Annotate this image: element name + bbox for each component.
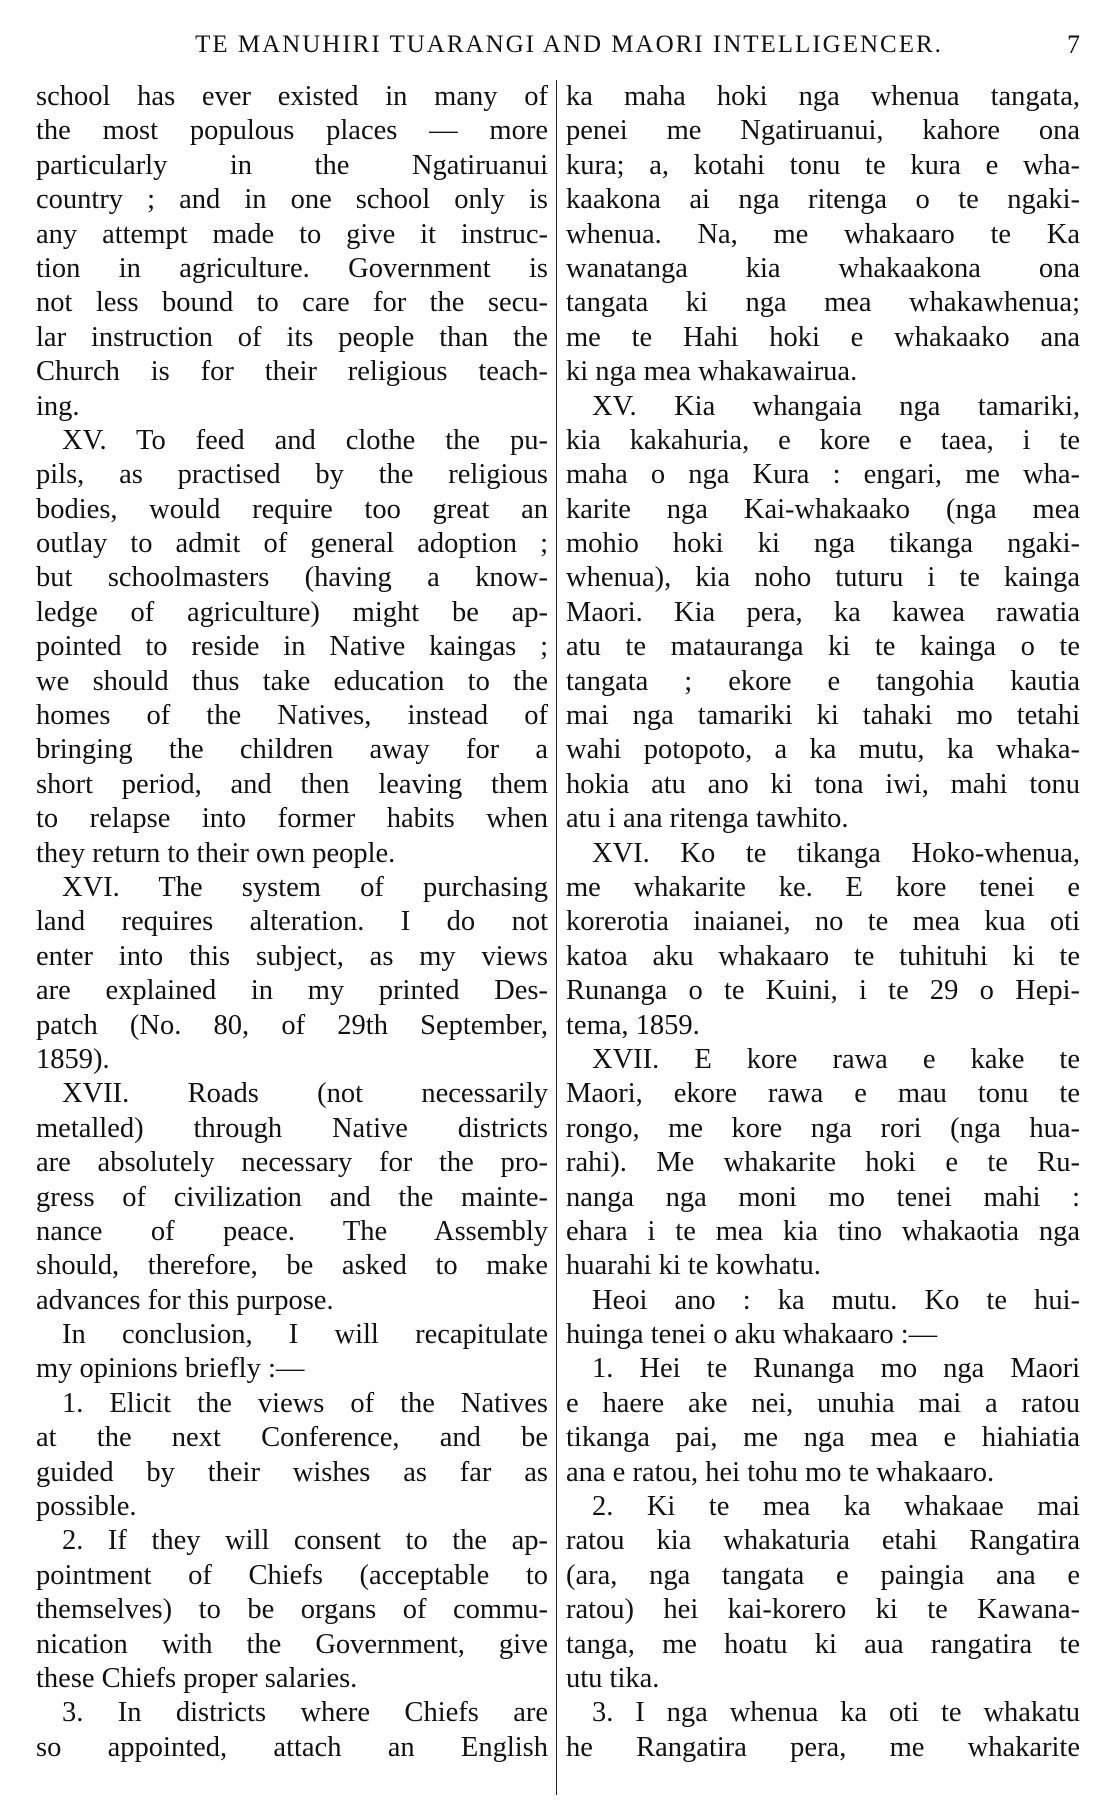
text-line: bodies, would require too great an [36, 493, 548, 525]
text-line: pils, as practised by the religious [36, 459, 548, 491]
text-line: 3. I nga whenua ka oti te whakatu [592, 1697, 1080, 1729]
text-line: the most populous places — more [36, 115, 548, 147]
text-line: possible. [36, 1491, 137, 1523]
text-line: nication with the Government, give [36, 1628, 548, 1660]
text-line: he Rangatira pera, me whakarite [566, 1731, 1080, 1763]
maori-column [566, 80, 1080, 1765]
text-line: karite nga Kai-whakaako (nga mea [566, 493, 1080, 525]
text-line: ki nga mea whakawairua. [566, 356, 858, 388]
text-line: tema, 1859. [566, 1009, 700, 1041]
text-line: whenua), kia noho tuturu i te kainga [566, 562, 1080, 594]
text-line: e haere ake nei, unuhia mai a ratou [566, 1387, 1080, 1419]
text-line: XVI. The system of purchasing [62, 871, 548, 903]
text-line: tion in agriculture. Government is [36, 252, 548, 284]
text-line: we should thus take education to the [36, 665, 548, 697]
text-line: rongo, me kore nga rori (nga hua- [566, 1112, 1080, 1144]
text-line: nanga nga moni mo tenei mahi : [566, 1181, 1080, 1213]
text-line: me whakarite ke. E kore tenei e [566, 871, 1080, 903]
text-line: XVI. Ko te tikanga Hoko-whenua, [592, 837, 1080, 869]
text-line: 2. Ki te mea ka whakaae mai [592, 1491, 1080, 1523]
text-line: gress of civilization and the mainte- [36, 1181, 548, 1213]
text-line: ledge of agriculture) might be ap- [36, 596, 548, 628]
text-line: XVII. Roads (not necessarily [62, 1078, 548, 1110]
text-line: huarahi ki te kowhatu. [566, 1250, 821, 1282]
text-line: maha o nga Kura : engari, me wha- [566, 459, 1080, 491]
text-line: 1859). [36, 1043, 110, 1075]
text-line: atu i ana ritenga tawhito. [566, 803, 849, 835]
text-line: are explained in my printed Des- [36, 975, 548, 1007]
text-line: kaakona ai nga ritenga o te ngaki- [566, 184, 1080, 216]
english-column [36, 80, 548, 1765]
text-line: patch (No. 80, of 29th September, [36, 1009, 548, 1041]
text-line: to relapse into former habits when [36, 803, 548, 835]
text-line: ka maha hoki nga whenua tangata, [566, 81, 1080, 112]
text-line: enter into this subject, as my views [36, 940, 548, 972]
text-line: so appointed, attach an English [36, 1731, 548, 1763]
text-line: 2. If they will consent to the ap- [62, 1525, 548, 1557]
text-line: 1. Hei te Runanga mo nga Maori [592, 1353, 1080, 1385]
column-divider [556, 80, 557, 1795]
text-line: XVII. E kore rawa e kake te [592, 1043, 1080, 1075]
text-line: me te Hahi hoki e whakaako ana [566, 321, 1080, 353]
text-line: ratou kia whakaturia etahi Rangatira [566, 1525, 1080, 1557]
text-line: Church is for their religious teach- [36, 356, 548, 388]
text-line: should, therefore, be asked to make [36, 1250, 548, 1282]
text-line: are absolutely necessary for the pro- [36, 1147, 548, 1179]
text-line: kia kakahuria, e kore e taea, i te [566, 424, 1080, 456]
text-line: particularly in the Ngatiruanui [36, 149, 548, 181]
text-line: short period, and then leaving them [36, 768, 548, 800]
text-line: XV. Kia whangaia nga tamariki, [592, 390, 1080, 422]
text-line: 3. In districts where Chiefs are [62, 1697, 548, 1729]
text-line: Maori. Kia pera, ka kawea rawatia [566, 596, 1080, 628]
text-line: whenua. Na, me whakaaro te Ka [566, 218, 1080, 250]
text-line: wanatanga kia whakaakona ona [566, 252, 1080, 284]
text-line: ehara i te mea kia tino whakaotia nga [566, 1215, 1080, 1247]
text-line: pointed to reside in Native kaingas ; [36, 631, 548, 663]
text-line: atu te matauranga ki te kainga o te [566, 631, 1080, 663]
text-line: wahi potopoto, a ka mutu, ka whaka- [566, 734, 1080, 766]
page-header [40, 28, 1098, 68]
text-line: tikanga pai, me nga mea e hiahiatia [566, 1422, 1080, 1454]
text-line: at the next Conference, and be [36, 1422, 548, 1454]
text-line: lar instruction of its people than the [36, 321, 548, 353]
text-line: themselves) to be organs of commu- [36, 1594, 548, 1626]
text-line: homes of the Natives, instead of [36, 700, 548, 732]
text-line: tangata ki nga mea whakawhenua; [566, 287, 1080, 319]
text-line: rahi). Me whakarite hoki e te Ru- [566, 1147, 1080, 1179]
text-line: any attempt made to give it instruc- [36, 218, 548, 250]
text-line: mohio hoki ki nga tikanga ngaki- [566, 528, 1080, 560]
text-line: not less bound to care for the secu- [36, 287, 548, 319]
text-line: ratou) hei kai-korero ki te Kawana- [566, 1594, 1080, 1626]
text-line: outlay to admit of general adoption ; [36, 528, 548, 560]
text-line: (ara, nga tangata e paingia ana e [566, 1559, 1080, 1591]
text-line: Maori, ekore rawa e mau tonu te [566, 1078, 1080, 1110]
text-line: tangata ; ekore e tangohia kautia [566, 665, 1080, 697]
text-line: my opinions briefly :— [36, 1353, 305, 1385]
text-line: hokia atu ano ki tona iwi, mahi tonu [566, 768, 1080, 800]
text-line: pointment of Chiefs (acceptable to [36, 1559, 548, 1591]
text-line: kura; a, kotahi tonu te kura e wha- [566, 149, 1080, 181]
text-line: guided by their wishes as far as [36, 1456, 548, 1488]
page-number: 7 [1067, 30, 1080, 59]
text-line: penei me Ngatiruanui, kahore ona [566, 115, 1080, 147]
text-line: 1. Elicit the views of the Natives [62, 1387, 548, 1419]
text-line: school has ever existed in many of [36, 81, 548, 112]
text-line: tanga, me hoatu ki aua rangatira te [566, 1628, 1080, 1660]
text-line: huinga tenei o aku whakaaro :— [566, 1319, 938, 1351]
text-line: nance of peace. The Assembly [36, 1215, 548, 1247]
text-line: but schoolmasters (having a know- [36, 562, 548, 594]
text-line: katoa aku whakaaro te tuhituhi ki te [566, 940, 1080, 972]
text-line: country ; and in one school only is [36, 184, 548, 216]
text-line: they return to their own people. [36, 837, 396, 869]
text-line: metalled) through Native districts [36, 1112, 548, 1144]
text-line: XV. To feed and clothe the pu- [62, 424, 548, 456]
text-line: ana e ratou, hei tohu mo te whakaaro. [566, 1456, 995, 1488]
text-line: utu tika. [566, 1662, 660, 1694]
text-line: bringing the children away for a [36, 734, 548, 766]
text-line: these Chiefs proper salaries. [36, 1662, 358, 1694]
text-line: In conclusion, I will recapitulate [62, 1319, 548, 1351]
text-line: Heoi ano : ka mutu. Ko te hui- [592, 1284, 1080, 1316]
text-line: mai nga tamariki ki tahaki mo tetahi [566, 700, 1080, 732]
running-title: TE MANUHIRI TUARANGI AND MAORI INTELLIGENCER. [195, 31, 943, 58]
text-line: ing. [36, 390, 80, 422]
text-line: land requires alteration. I do not [36, 906, 548, 938]
text-line: Runanga o te Kuini, i te 29 o Hepi- [566, 975, 1080, 1007]
text-line: korerotia inaianei, no te mea kua oti [566, 906, 1080, 938]
text-line: advances for this purpose. [36, 1284, 334, 1316]
